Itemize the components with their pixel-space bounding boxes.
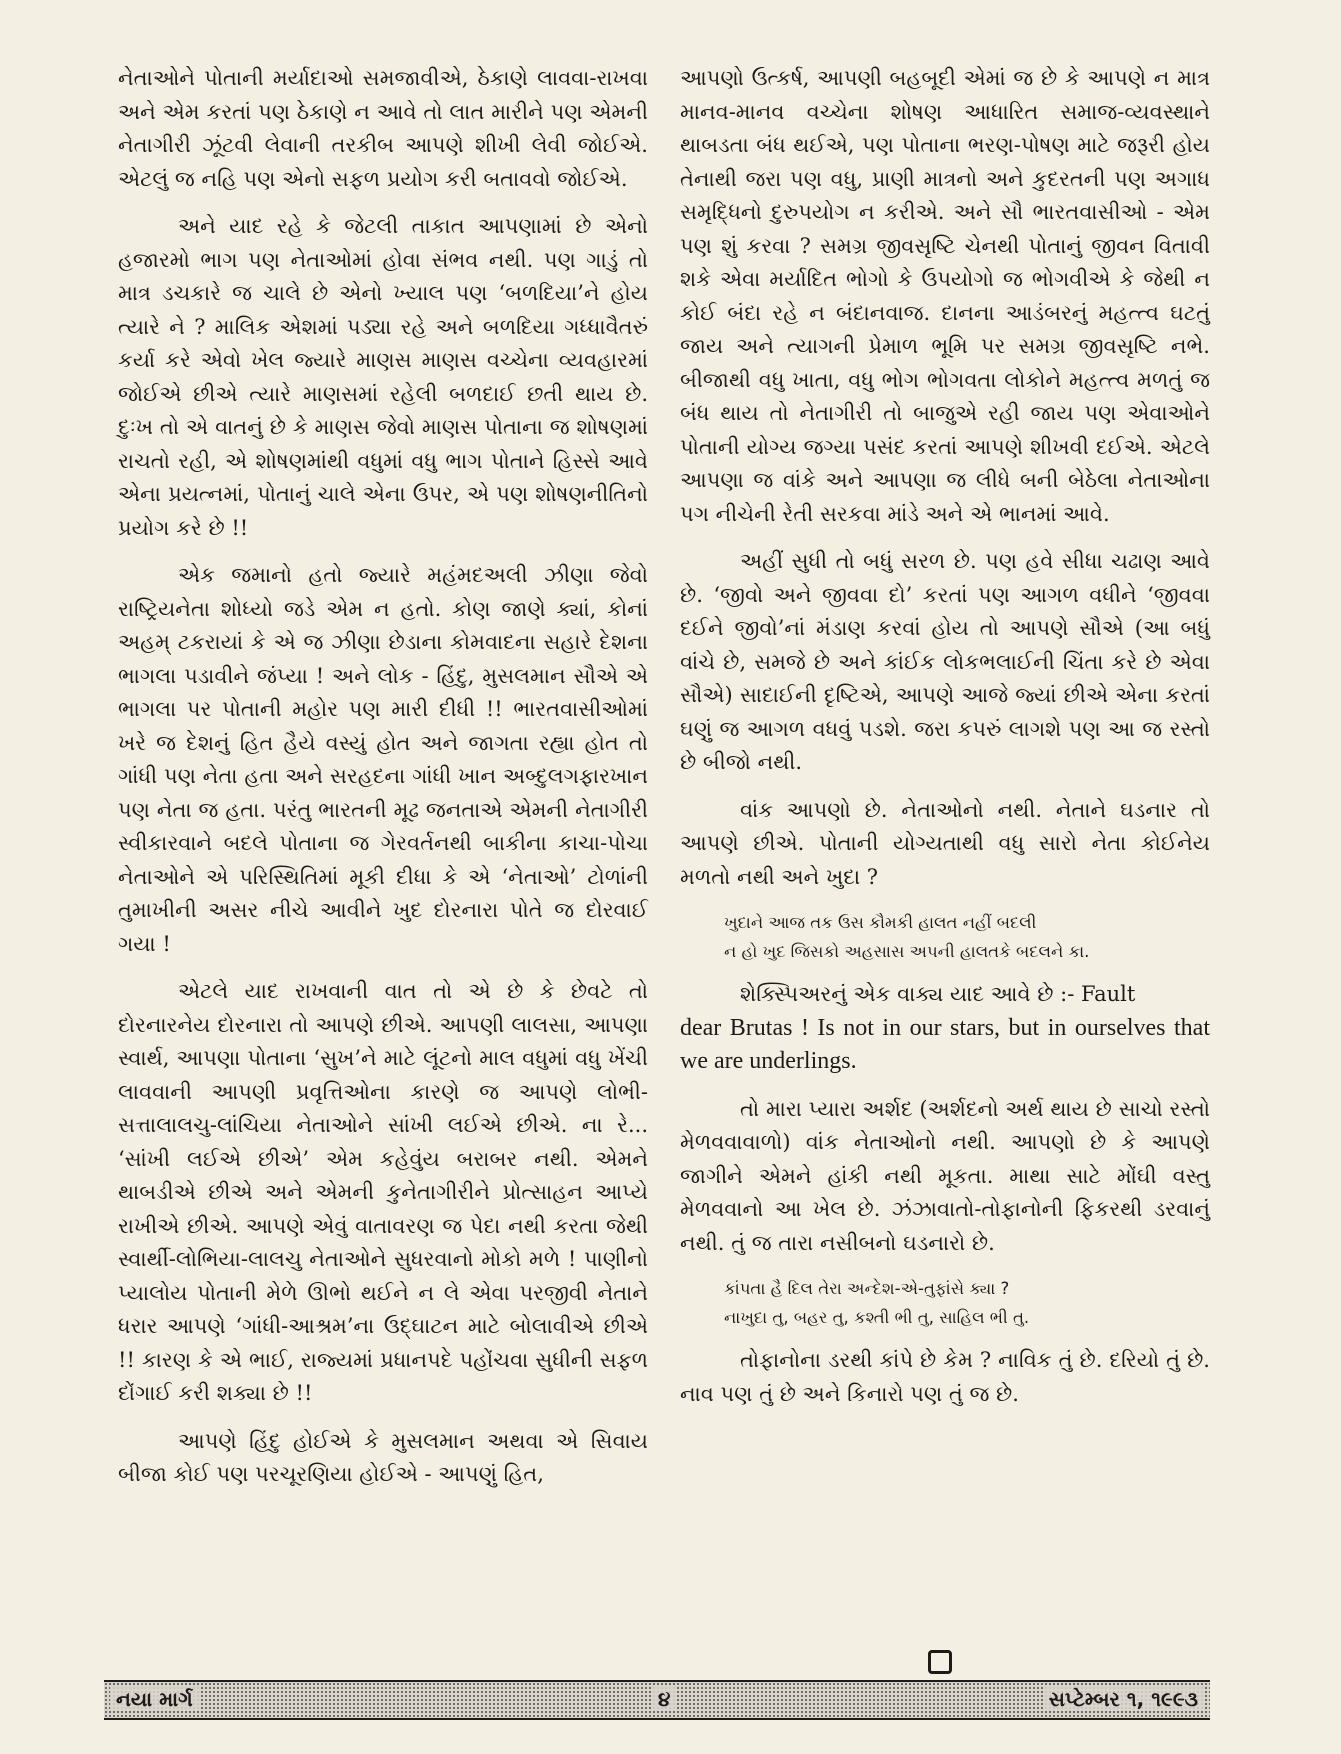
couplet — [724, 1274, 1210, 1332]
left-column — [118, 62, 648, 1506]
couplet-line: નાખુદા તુ, બહર તુ, કશ્તી ભી તુ, સાહિલ ભી તુ. — [724, 1308, 1030, 1327]
end-of-article-icon — [928, 1650, 952, 1674]
page-number: ૪ — [652, 1687, 676, 1711]
paragraph: તો મારા પ્યારા અર્શદ (અર્શદનો અર્થ થાય છે સાચો રસ્તો મેળવવાવાળો) વાંક નેતાઓનો નથી. આપણો છે કે આપણે જાગીને એમને હાંકી નથી મૂકતા. માથા સાટે મોંઘી વસ્તુ મેળવવાનો આ ખેલ છે. ઝંઝાવાતો-તોફાનોની ફિકરથી ડરવાનું નથી. તું જ તારા નસીબનો ઘડનારો છે. — [680, 1096, 1210, 1255]
paragraph: આપણો ઉત્કર્ષ, આપણી બહબૂદી એમાં જ છે કે આપણે ન માત્ર માનવ-માનવ વચ્ચેના શોષણ આધારિત સમાજ-વ્યવસ્થાને થાબડતા બંધ થઈએ, પણ પોતાના ભરણ-પોષણ માટે જરૂરી હોય તેનાથી જરા પણ વધુ, પ્રાણી માત્રનો અને કુદરતની પણ અગાધ સમૃદ્ધિનો દુરુપયોગ ન કરીએ. અને સૌ ભારતવાસીઓ - એમ પણ શું કરવા ? સમગ્ર જીવસૃષ્ટિ ચેનથી પોતાનું જીવન વિતાવી શકે એવા મર્યાદિત ભોગો કે ઉપયોગો જ ભોગવીએ કે જેથી ન કોઈ બંદા રહે ન બંદાનવાજ. દાનના આડંબરનું મહત્ત્વ ઘટતું જાય અને ત્યાગની પ્રેમાળ ભૂમિ પર સમગ્ર જીવસૃષ્ટિ નભે. બીજાથી વધુ ખાતા, વધુ ભોગ ભોગવતા લોકોને મહત્ત્વ મળતું જ બંધ થાય તો નેતાગીરી તો બાજુએ રહી જાય પણ એવાઓને પોતાની યોગ્ય જગ્યા પસંદ કરતાં આપણે શીખવી દઈએ. એટલે આપણા જ વાંકે અને આપણા જ લીધે બની બેઠેલા નેતાઓના પગ નીચેની રેતી સરકવા માંડે અને એ ભાનમાં આવે. — [680, 66, 1210, 526]
couplet-line: ખુદાને આજ તક ઉસ કૌમકી હાલત નહીં બદલી — [724, 913, 1037, 932]
paragraph: અને યાદ રહે કે જેટલી તાકાત આપણામાં છે એનો હજારમો ભાગ પણ નેતાઓમાં હોવા સંભવ નથી. પણ ગાડું તો માત્ર ડચકારે જ ચાલે છે એનો ખ્યાલ પણ ‘બળદિયા’ને હોય ત્યારે ને ? માલિક એશમાં પડ્યા રહે અને બળદિયા ગધ્ધાવૈતરું કર્યા કરે એવો ખેલ જ્યારે માણસ માણસ વચ્ચેના વ્યવહારમાં જોઈએ છીએ ત્યારે માણસમાં રહેલી બળદાઈ છતી થાય છે. દુઃખ તો એ વાતનું છે કે માણસ જેવો માણસ પોતાના જ શોષણમાં રાચતો રહી, એ શોષણમાંથી વધુમાં વધુ ભાગ પોતાને હિસ્સે આવે એના પ્રયત્નમાં, પોતાનું ચાલે એના ઉપર, એ પણ શોષણનીતિનો પ્રયોગ કરે છે !! — [118, 214, 648, 540]
couplet-line: ન હો ખુદ જિસકો અહસાસ અપની હાલતકે બદલને કા. — [724, 942, 1090, 961]
paragraph: એટલે યાદ રાખવાની વાત તો એ છે કે છેવટે તો દોરનારનેય દોરનારા તો આપણે છીએ. આપણી લાલસા, આપણા સ્વાર્થ, આપણા પોતાના ‘સુખ’ને માટે લૂંટનો માલ વધુમાં વધુ ખેંચી લાવવાની આપણી પ્રવૃત્તિઓના કારણે જ આપણે લોભી-સત્તાલાલચુ-લાંચિયા નેતાઓને સાંખી લઈએ છીએ. ના રે... ‘સાંખી લઈએ છીએ’ એમ કહેવુંય બરાબર નથી. એમને થાબડીએ છીએ અને એમની કુનેતાગીરીને પ્રોત્સાહન આપ્યે રાખીએ છીએ. આપણે એવું વાતાવરણ જ પેદા નથી કરતા જેથી સ્વાર્થી-લોભિયા-લાલચુ નેતાઓને સુધરવાનો મોકો મળે ! પાણીનો પ્યાલોય પોતાની મેળે ઊભો થઈને ન લે એવા પરજીવી નેતાને ધરાર આપણે ‘ગાંધી-આશ્રમ’ના ઉદ્ઘાટન માટે બોલાવીએ છીએ !! કારણ કે એ ભાઈ, રાજ્યમાં પ્રધાનપદે પહોંચવા સુધીની સફળ દોંગાઈ કરી શક્યા છે !! — [118, 979, 648, 1405]
paragraph: આપણે હિંદુ હોઈએ કે મુસલમાન અથવા એ સિવાય બીજા કોઈ પણ પરચૂરણિયા હોઈએ - આપણું હિત, — [118, 1428, 648, 1486]
issue-date: સપ્ટેમ્બર ૧, ૧૯૯૩ — [1043, 1687, 1204, 1711]
page-footer — [104, 1680, 1210, 1720]
paragraph: શેક્સ્પિઅરનું એક વાક્ય યાદ આવે છે :- Fault — [740, 982, 1136, 1006]
paragraph: અહીં સુધી તો બધું સરળ છે. પણ હવે સીધા ચઢાણ આવે છે. ‘જીવો અને જીવવા દો’ કરતાં પણ આગળ વધીને ‘જીવવા દઈને જીવો’નાં મંડાણ કરવાં હોય તો આપણે સૌએ (આ બધું વાંચે છે, સમજે છે અને કાંઈક લોકભલાઈની ચિંતા કરે છે એવા સૌએ) સાદાઈની દૃષ્ટિએ, આપણે આજે જ્યાં છીએ એના કરતાં ઘણું જ આગળ વધવું પડશે. જરા કપરું લાગશે પણ આ જ રસ્તો છે બીજો નથી. — [680, 549, 1210, 774]
paragraph: તોફાનોના ડરથી કાંપે છે કેમ ? નાવિક તું છે. દરિયો તું છે. નાવ પણ તું છે અને કિનારો પણ તું જ છે. — [680, 1348, 1210, 1406]
couplet-line: કાંપતા હૈ દિલ તેરા અન્દેશ-એ-તુફાંસે ક્યા ? — [724, 1279, 1010, 1298]
paragraph: નેતાઓને પોતાની મર્યાદાઓ સમજાવીએ, ઠેકાણે લાવવા-રાખવા અને એમ કરતાં પણ ઠેકાણે ન આવે તો લાત મારીને પણ એમની નેતાગીરી ઝૂંટવી લેવાની તરકીબ આપણે શીખી લેવી જોઈએ. એટલું જ નહિ પણ એનો સફળ પ્રયોગ કરી બતાવવો જોઈએ. — [118, 66, 648, 191]
paragraph: એક જમાનો હતો જ્યારે મહંમદઅલી ઝીણા જેવો રાષ્ટ્રિયનેતા શોધ્યો જડે એમ ન હતો. કોણ જાણે ક્યાં, કોનાં અહમ્ ટકરાયાં કે એ જ ઝીણા છેડાના કોમવાદના સહારે દેશના ભાગલા પડાવીને જંપ્યા ! અને લોક - હિંદુ, મુસલમાન સૌએ એ ભાગલા પર પોતાની મહોર પણ મારી દીધી !! ભારતવાસીઓમાં ખરે જ દેશનું હિત હૈયે વસ્યું હોત અને જાગતા રહ્યા હોત તો ગાંધી પણ નેતા હતા અને સરહદના ગાંધી ખાન અબ્દુલગફારખાન પણ નેતા જ હતા. પરંતુ ભારતની મૂઢ જનતાએ એમની નેતાગીરી સ્વીકારવાને બદલે પોતાના જ ગેરવર્તનથી બાકીના કાચા-પોચા નેતાઓને એ પરિસ્થિતિમાં મૂકી દીધા કે એ ‘નેતાઓ’ ટોળાંની તુમાખીની અસર નીચે આવીને ખુદ દોરનારા પોતે જ દોરવાઈ ગયા ! — [118, 563, 648, 956]
english-quote: dear Brutas ! Is not in our stars, but in ourselves that we are underlings. — [680, 1014, 1210, 1074]
couplet — [724, 908, 1210, 966]
paragraph: વાંક આપણો છે. નેતાઓનો નથી. નેતાને ઘડનાર તો આપણે છીએ. પોતાની યોગ્યતાથી વધુ સારો નેતા કોઈનેય મળતો નથી અને ખુદા ? — [680, 797, 1210, 889]
magazine-name: નયા માર્ગ — [110, 1687, 199, 1711]
right-column — [680, 62, 1210, 1425]
